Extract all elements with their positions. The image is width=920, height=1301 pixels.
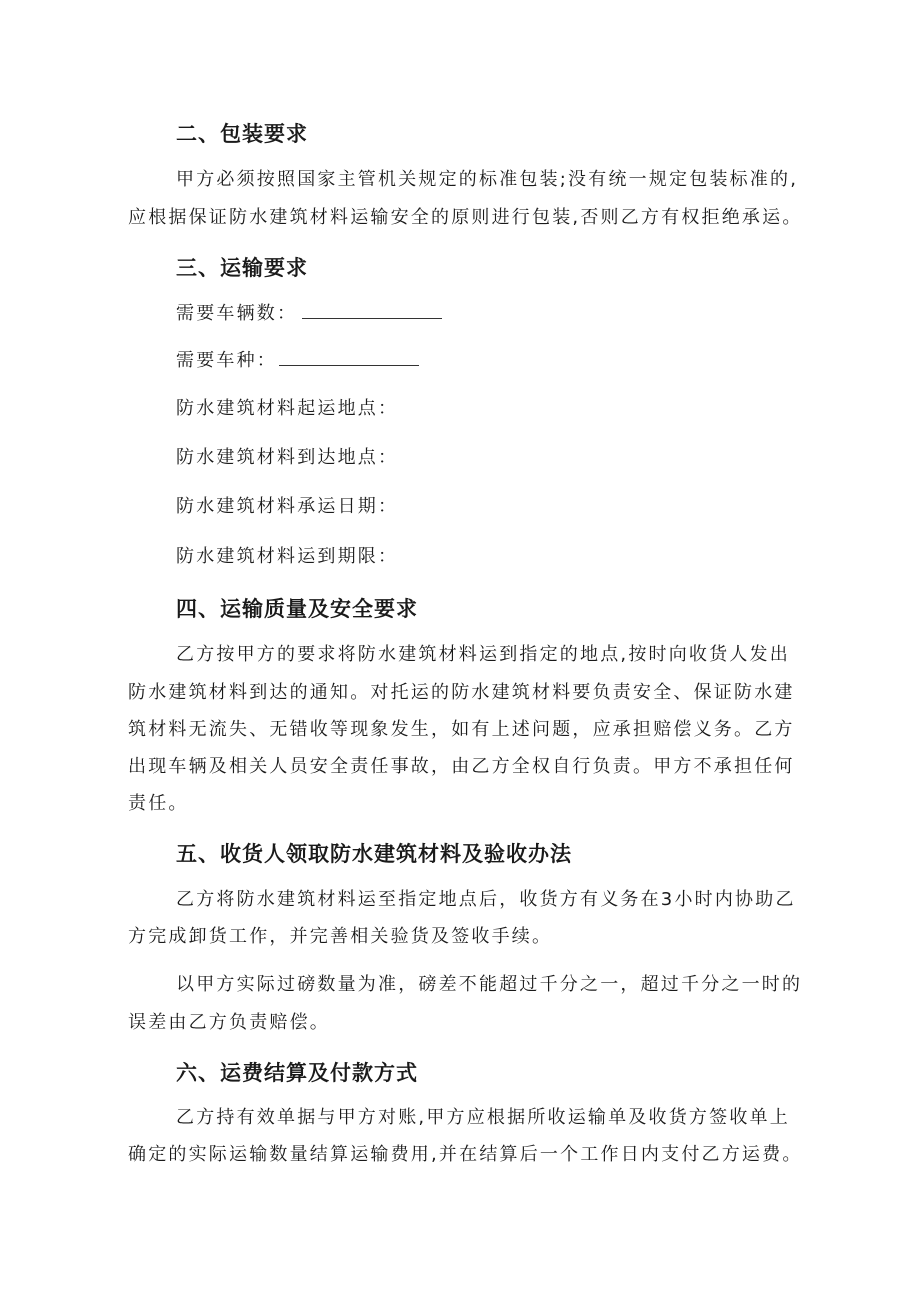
section-heading-transport: 三、运输要求 bbox=[176, 256, 308, 280]
section-heading-receipt-inspection: 五、收货人领取防水建筑材料及验收办法 bbox=[176, 842, 572, 866]
paragraph-line: 应根据保证防水建筑材料运输安全的原则进行包装,否则乙方有权拒绝承运。 bbox=[128, 207, 803, 228]
paragraph-line: 乙方按甲方的要求将防水建筑材料运到指定的地点,按时向收货人发出 bbox=[176, 644, 790, 665]
field-label-destination: 防水建筑材料到达地点： bbox=[176, 447, 399, 468]
paragraph-line: 确定的实际运输数量结算运输费用,并在结算后一个工作日内支付乙方运费。 bbox=[128, 1144, 803, 1165]
paragraph-line: 乙方将防水建筑材料运至指定地点后，收货方有义务在3小时内协助乙 bbox=[176, 889, 796, 910]
field-label-vehicle-count: 需要车辆数： bbox=[176, 303, 298, 324]
paragraph-line: 甲方必须按照国家主管机关规定的标准包装;没有统一规定包装标准的, bbox=[176, 169, 799, 190]
paragraph-line: 筑材料无流失、无错收等现象发生，如有上述问题，应承担赔偿义务。乙方 bbox=[128, 719, 795, 740]
paragraph-line: 出现车辆及相关人员安全责任事故，由乙方全权自行负责。甲方不承担任何 bbox=[128, 756, 795, 777]
paragraph-line: 误差由乙方负责赔偿。 bbox=[128, 1012, 330, 1033]
paragraph-line: 防水建筑材料到达的通知。对托运的防水建筑材料要负责安全、保证防水建 bbox=[128, 682, 795, 703]
section-heading-packaging: 二、包装要求 bbox=[176, 122, 308, 146]
paragraph-line: 以甲方实际过磅数量为准，磅差不能超过千分之一，超过千分之一时的 bbox=[176, 974, 803, 995]
blank-line-vehicle-count bbox=[302, 318, 442, 319]
section-heading-quality-safety: 四、运输质量及安全要求 bbox=[176, 597, 418, 621]
field-label-vehicle-type: 需要车种： bbox=[176, 350, 277, 371]
field-label-delivery-deadline: 防水建筑材料运到期限： bbox=[176, 546, 399, 567]
paragraph-line: 方完成卸货工作，并完善相关验货及签收手续。 bbox=[128, 926, 553, 947]
field-label-carriage-date: 防水建筑材料承运日期： bbox=[176, 496, 399, 517]
field-label-origin: 防水建筑材料起运地点： bbox=[176, 398, 399, 419]
blank-line-vehicle-type bbox=[279, 365, 419, 366]
section-heading-freight-payment: 六、运费结算及付款方式 bbox=[176, 1061, 418, 1085]
paragraph-line: 乙方持有效单据与甲方对账,甲方应根据所收运输单及收货方签收单上 bbox=[176, 1107, 790, 1128]
paragraph-line: 责任。 bbox=[128, 793, 189, 814]
